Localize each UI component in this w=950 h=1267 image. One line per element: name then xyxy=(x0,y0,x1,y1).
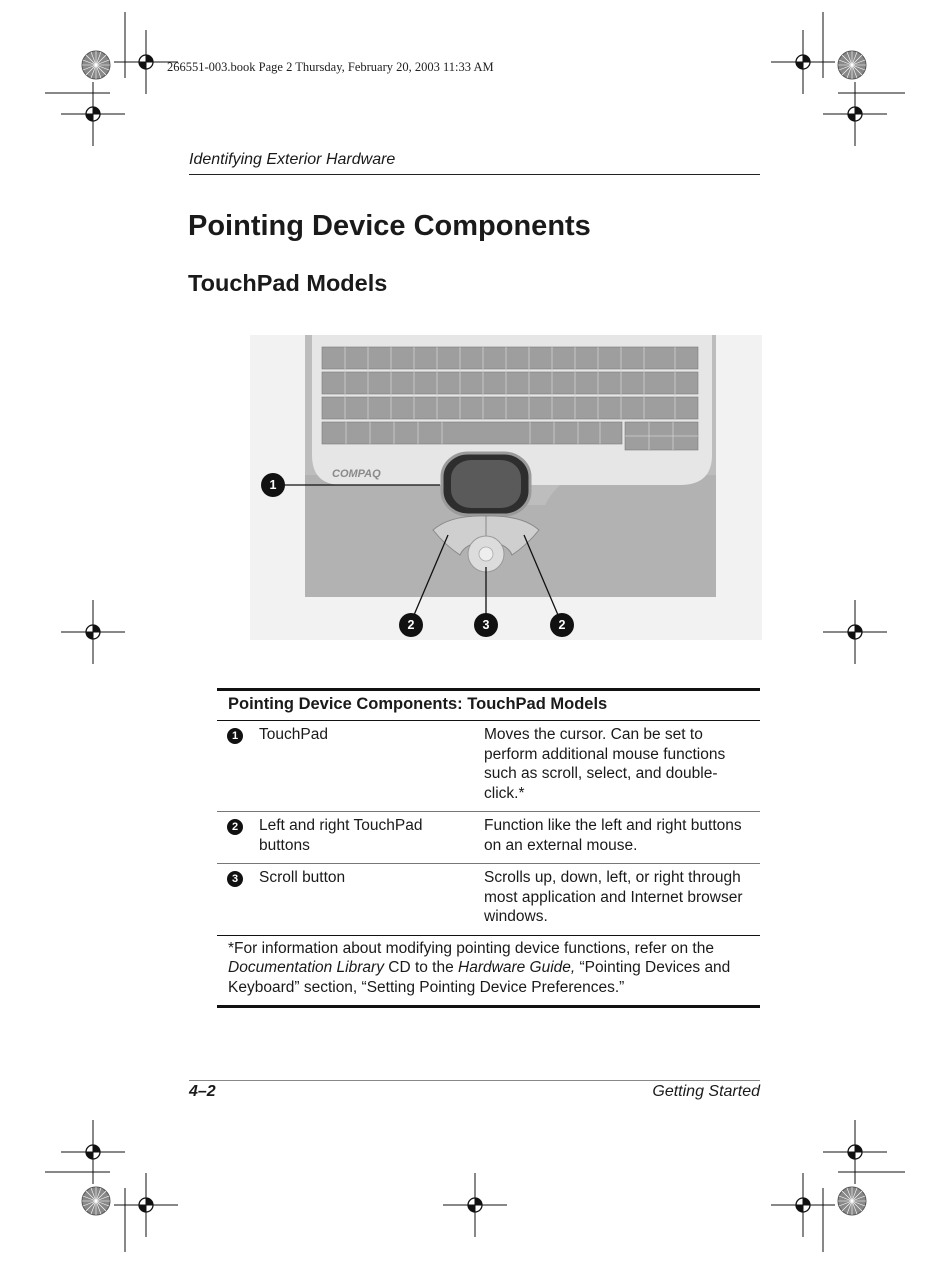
documentation-library-ref: Documentation Library xyxy=(228,959,384,976)
brand-logo: COMPAQ xyxy=(332,468,381,480)
callout-2-left: 2 xyxy=(399,613,423,637)
book-title: Getting Started xyxy=(652,1083,760,1100)
page-title: Pointing Device Components xyxy=(188,210,591,242)
components-table xyxy=(217,688,760,1008)
row-number-badge: 3 xyxy=(227,871,243,887)
footnote-text: CD to the xyxy=(383,959,459,976)
touchpad-illustration xyxy=(250,335,762,640)
component-description: Scrolls up, down, left, or right through most application and Internet browser windows. xyxy=(484,869,743,925)
component-description: Function like the left and right buttons on an external mouse. xyxy=(484,817,742,854)
laptop-deck-drawing xyxy=(250,335,762,640)
callout-2-right: 2 xyxy=(550,613,574,637)
row-number-badge: 2 xyxy=(227,819,243,835)
callout-3: 3 xyxy=(474,613,498,637)
component-name: Scroll button xyxy=(259,869,346,886)
hardware-guide-ref: Hardware Guide, xyxy=(458,959,576,976)
header-rule xyxy=(189,174,760,175)
footnote-text: *For information about modifying pointing device functions, refer on the xyxy=(228,939,714,957)
footnote-text: “Pointing Devices and Keyboard” section, “Setting Pointing Device Preferences.” xyxy=(228,959,731,996)
table-row xyxy=(217,721,760,812)
table-title: Pointing Device Components: TouchPad Models xyxy=(217,688,760,721)
print-slug: 266551-003.book Page 2 Thursday, February 20, 2003 11:33 AM xyxy=(167,60,494,74)
section-subtitle: TouchPad Models xyxy=(188,270,388,296)
component-description: Moves the cursor. Can be set to perform additional mouse functions such as scroll, select, and double-click.* xyxy=(484,726,726,802)
running-head: Identifying Exterior Hardware xyxy=(189,151,396,168)
page-number: 4–2 xyxy=(189,1083,216,1100)
component-name: TouchPad xyxy=(259,726,328,743)
footer-rule xyxy=(189,1080,760,1081)
callout-1: 1 xyxy=(261,473,285,497)
table-row xyxy=(217,864,760,936)
table-row xyxy=(217,812,760,864)
component-name: Left and right TouchPad buttons xyxy=(259,817,423,854)
row-number-badge: 1 xyxy=(227,728,243,744)
table-footnote xyxy=(217,936,760,1009)
